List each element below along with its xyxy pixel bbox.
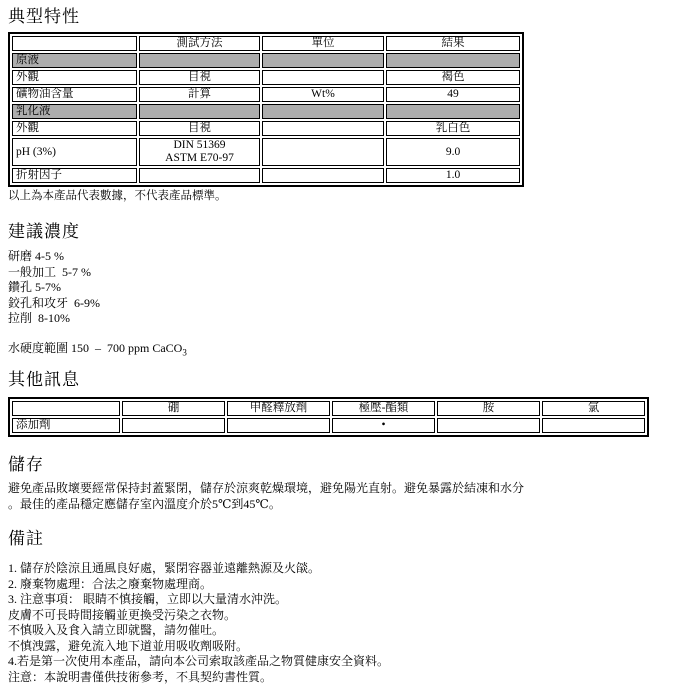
additives-row-label: 添加劑 [12, 418, 120, 433]
test-method-cell: 目視 [139, 70, 260, 85]
additive-ep-ester-cell bullet-marker: • [332, 418, 435, 433]
table-cell [139, 104, 260, 119]
result-cell: 乳白色 [386, 121, 520, 136]
concentration-item-broaching: 拉削 8-10% [8, 311, 675, 327]
unit-cell [262, 168, 384, 183]
col-header-empty [12, 36, 137, 51]
property-name: 折射因子 [12, 168, 137, 183]
col-header-amine: 胺 [437, 401, 540, 416]
col-header-boron: 硼 [122, 401, 225, 416]
table-cell [262, 53, 384, 68]
section-other-information [8, 369, 675, 437]
col-header-result: 結果 [386, 36, 520, 51]
note-line-3: 3. 注意事項： 眼睛不慎接觸，立即以大量清水沖洗。 [8, 592, 675, 608]
note-line-1: 1. 儲存於陰涼且通風良好處，緊閉容器並遠離熱源及火燄。 [8, 561, 675, 577]
property-name: 外觀 [12, 121, 137, 136]
storage-paragraph-line2: 。最佳的產品穩定應儲存室內溫度介於5℃到45℃。 [8, 497, 675, 513]
additives-header-row [12, 401, 645, 416]
table-footnote: 以上為本產品代表數據，不代表產品標準。 [8, 189, 675, 203]
table-cell [262, 104, 384, 119]
property-name: 外觀 [12, 70, 137, 85]
col-header-chlorine: 氯 [542, 401, 645, 416]
result-cell: 9.0 [386, 138, 520, 166]
result-cell: 49 [386, 87, 520, 102]
section-storage [8, 454, 675, 512]
unit-cell [262, 70, 384, 85]
table-cell [139, 53, 260, 68]
table-row-appearance [12, 70, 520, 85]
group-row-emulsion [12, 104, 520, 119]
water-hardness-range [8, 341, 675, 357]
group-label: 原液 [12, 53, 137, 68]
additives-data-row [12, 418, 645, 433]
properties-table [8, 32, 524, 187]
section-title-storage: 儲存 [8, 454, 675, 475]
test-method-cell [139, 168, 260, 183]
concentration-item-reaming-tapping: 鉸孔和攻牙 6-9% [8, 296, 675, 312]
section-title-notes: 備註 [8, 528, 675, 549]
table-row-ph [12, 138, 520, 166]
unit-cell: Wt% [262, 87, 384, 102]
table-row-mineral-oil [12, 87, 520, 102]
note-line-7: 4.若是第一次使用本產品，請向本公司索取該產品之物質健康安全資料。 [8, 654, 675, 670]
section-title-typical-properties: 典型特性 [8, 6, 675, 27]
unit-cell [262, 121, 384, 136]
property-name: pH (3%) [12, 138, 137, 166]
caco3-subscript: 3 [182, 347, 187, 357]
section-title-recommended-concentration: 建議濃度 [8, 221, 675, 242]
test-method-cell: 目視 [139, 121, 260, 136]
concentration-item-grinding: 研磨 4-5 % [8, 249, 675, 265]
unit-cell [262, 138, 384, 166]
additive-formaldehyde-cell [227, 418, 330, 433]
section-recommended-concentration [8, 221, 675, 356]
additive-chlorine-cell [542, 418, 645, 433]
test-method-cell: 計算 [139, 87, 260, 102]
note-line-2: 2. 廢棄物處理：合法之廢棄物處理商。 [8, 577, 675, 593]
property-name: 礦物油含量 [12, 87, 137, 102]
table-cell [386, 53, 520, 68]
test-method-line2: ASTM E70-97 [143, 152, 256, 165]
water-hardness-text: 水硬度範圍 150 – 700 ppm CaCO [8, 341, 182, 355]
additives-table [8, 397, 649, 437]
storage-paragraph-line1: 避免產品敗壞要經常保持封蓋緊閉，儲存於涼爽乾燥環境，避免陽光直射。避免暴露於結凍和水分 [8, 481, 675, 497]
col-header-formaldehyde-releaser: 甲醛釋放劑 [227, 401, 330, 416]
section-typical-properties [8, 6, 675, 203]
result-cell: 褐色 [386, 70, 520, 85]
note-line-8: 注意：本說明書僅供技術參考，不具契約書性質。 [8, 670, 675, 685]
table-cell [386, 104, 520, 119]
additive-boron-cell [122, 418, 225, 433]
col-header-test-method: 測試方法 [139, 36, 260, 51]
properties-header-row [12, 36, 520, 51]
col-header-unit: 單位 [262, 36, 384, 51]
test-method-cell [139, 138, 260, 166]
result-cell: 1.0 [386, 168, 520, 183]
table-row-refraction [12, 168, 520, 183]
col-header-ep-ester: 極壓-酯類 [332, 401, 435, 416]
additive-amine-cell [437, 418, 540, 433]
test-method-line1: DIN 51369 [143, 139, 256, 152]
section-title-other-information: 其他訊息 [8, 369, 675, 390]
col-header-empty [12, 401, 120, 416]
group-label: 乳化液 [12, 104, 137, 119]
note-line-4: 皮膚不可長時間接觸並更換受污染之衣物。 [8, 608, 675, 624]
concentration-item-drilling: 鑽孔 5-7% [8, 280, 675, 296]
group-row-concentrate [12, 53, 520, 68]
section-notes [8, 528, 675, 685]
table-row-appearance-emulsion [12, 121, 520, 136]
note-line-5: 不慎吸入及食入請立即就醫，請勿催吐。 [8, 623, 675, 639]
note-line-6: 不慎洩露，避免流入地下道並用吸收劑吸附。 [8, 639, 675, 655]
concentration-item-general-machining: 一般加工 5-7 % [8, 265, 675, 281]
